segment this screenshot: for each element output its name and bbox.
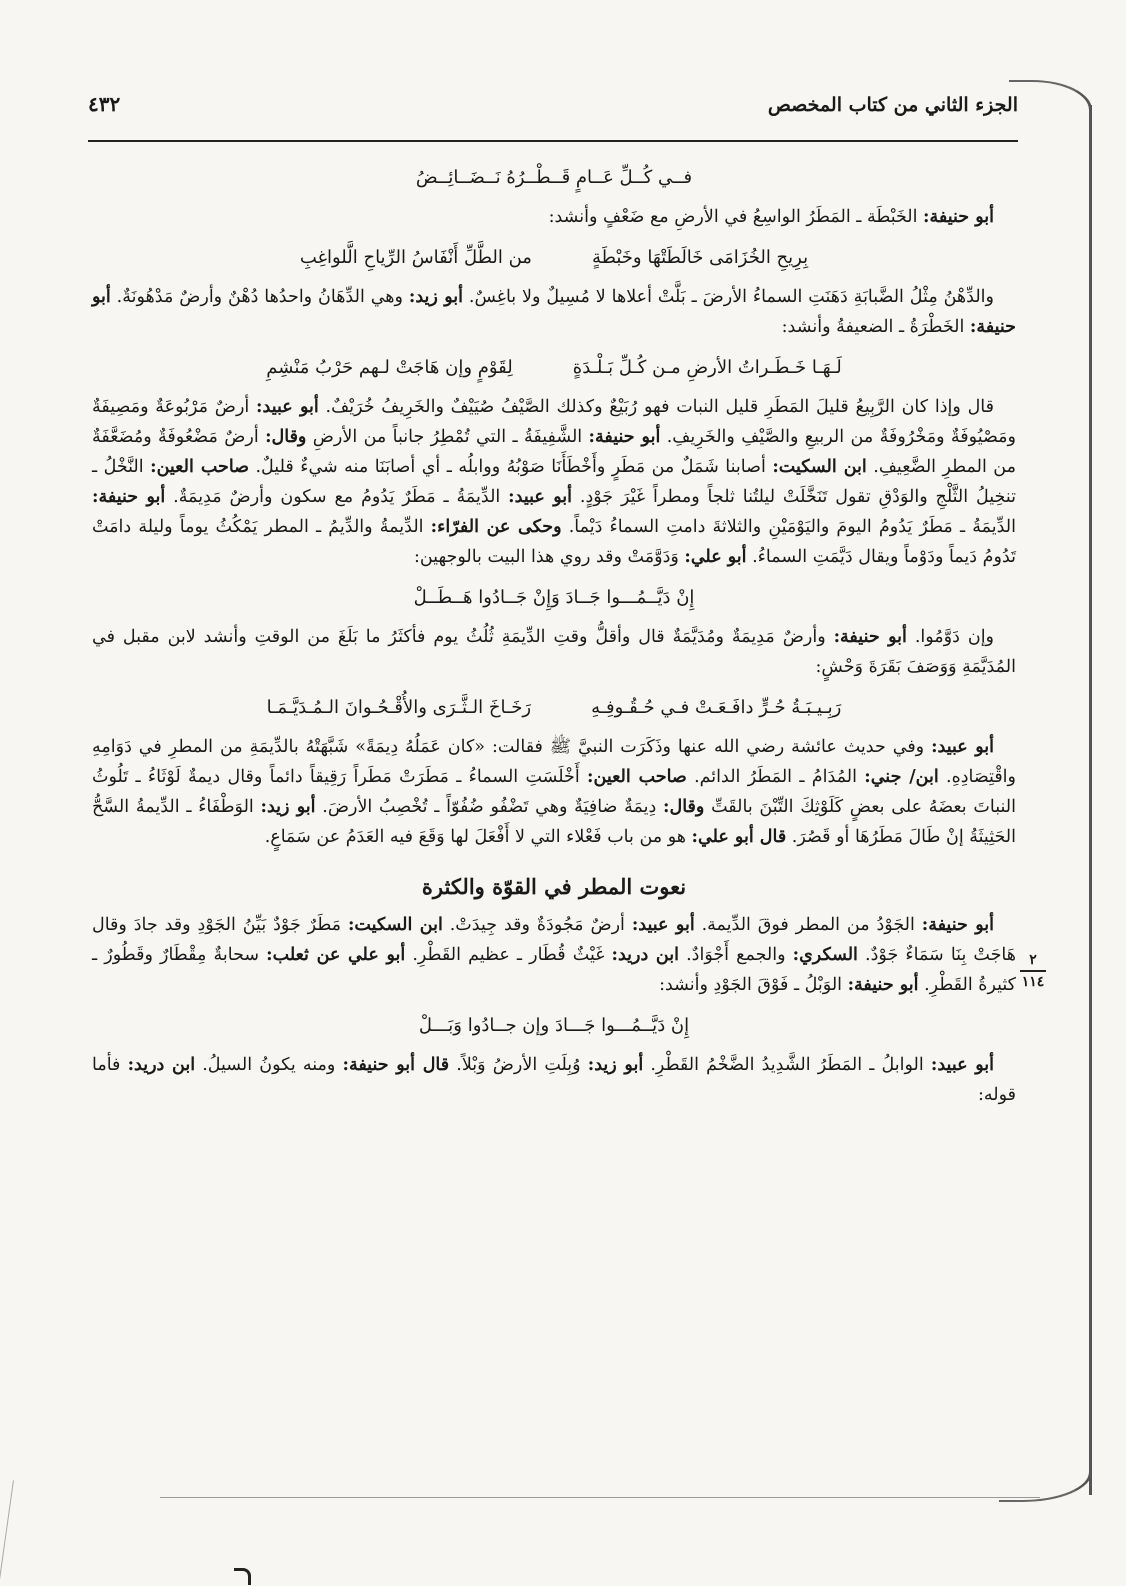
text: وهي الدِّهَانُ واحدُها دُهْنٌ وأرضٌ مَدْهُونَةٌ.: [110, 287, 409, 307]
speaker: أبو حنيفة:: [847, 975, 919, 995]
speaker: أبو زيد:: [260, 797, 316, 817]
text: وأرضٌ مَدِيمَةٌ ومُدَيَّمَةٌ قال وأقلُّ وقتِ الدِّيمَةِ ثُلُثُ يوم فأكثَرُ ما بَلَغَ من الوقتِ وأنشد لابن مقبل في المُدَيَّمَةِ وَوَصَفَ بَقَرَةَ وَحْشٍ:: [92, 627, 1016, 677]
text: الوَطْفَاءُ ـ الدِّيمةُ السَّحُّ الحَثِيثَةُ إنْ طَالَ مَطَرُهَا أو قَصُرَ.: [92, 797, 1016, 847]
text: فأما قوله:: [92, 1055, 1016, 1105]
text: أرضٌ مَرْبُوعَةٌ ومَصِيفَةٌ ومَصْيُوفَةٌ ومَخْرُوفَةٌ من الربيعِ والصَّيْفِ والخَرِيفِ.: [92, 397, 1016, 447]
hemistich-right: رَبِـيـبَـةُ حُـرٍّ دافَـعَـتْ فـي حُـقُـوفِـهِ: [591, 697, 842, 718]
section-heading: نعوت المطر في القوّة والكثرة: [421, 874, 687, 899]
text: النَّخْلُ ـ تنخِيلُ الثَّلْجِ والوَدْقِ تقول تَنَخَّلَتْ ليلتُنا ثلجاً ومطراً غَيْرَ جَوْدٍ.: [92, 457, 1016, 507]
paragraph-2: [92, 282, 1016, 342]
text: والدِّهْنُ مِثْلُ الضَّبابَةِ دَهَنَتِ السماءُ الأرضَ ـ بَلَّتْ أعلاها لا مُسِيلٌ ولا باغِسٌ.: [463, 287, 994, 307]
verse-1: [92, 162, 1016, 194]
hemistich-right: بِرِيحِ الخُزَامَى خَالَطَتْهَا وخَبْطَةٍ: [591, 247, 809, 268]
text: دِيمَةٌ ضافِيَةٌ وهي تَضْفُو ضُفُوّاً ـ تُخْصِبُ الأرضَ.: [315, 797, 664, 817]
text: هو من باب فَعْلاء التي لا أَفْعَلَ لها وَقَعَ فيه العَدَمُ عن سَمَاعٍ.: [264, 827, 692, 847]
text: وُبِلَتِ الأرضُ وَبْلاً.: [449, 1055, 588, 1075]
text: أرضٌ مَضْعُوفَةٌ ومُضَعَّفَةٌ من المطرِ الضَّعِيفِ.: [92, 427, 1016, 477]
text: سحابةٌ مِقْطَارٌ وقَطُورٌ ـ كثيرةُ القَطْرِ.: [92, 945, 1016, 995]
speaker: أبو عبيد:: [631, 915, 695, 935]
page-edge-bottom: [160, 1497, 1040, 1498]
speaker: صاحب العين:: [587, 767, 687, 787]
text: الوَبْلُ ـ فَوْقَ الجَوْدِ وأنشد:: [659, 975, 848, 995]
speaker: أبو حنيفة:: [588, 427, 661, 447]
speaker: وقال:: [265, 427, 307, 447]
speaker: أبو حنيفة:: [833, 627, 907, 647]
speaker: أبو حنيفة:: [92, 487, 166, 507]
paragraph-7: [92, 1050, 1016, 1110]
speaker: أبو علي:: [684, 547, 747, 567]
speaker: أبو عبيد:: [508, 487, 573, 507]
speaker: أبو عبيد:: [930, 1055, 995, 1075]
page-edge-corner-top: [1009, 80, 1092, 112]
text: الخَطْرَةُ ـ الضعيفةُ وأنشد:: [781, 317, 970, 337]
speaker: أبو حنيفة:: [921, 915, 995, 935]
text: ومنه يكونُ السيلُ.: [195, 1055, 343, 1075]
text: قال وإذا كان الرَّبِيعُ قليلَ المَطَرِ قليل النبات فهو رُبَيْعٌ وكذلك الصَّيْفُ صُيَيْفٌ والخَرِيفُ خُرَيْفٌ.: [318, 397, 994, 417]
text: الدِّيمَةُ ـ مَطَرٌ يَدُومُ مع سكون وأرضٌ مَدِيمَةٌ.: [165, 487, 509, 507]
speaker: أبو زيد:: [408, 287, 464, 307]
text: الدِّيمةُ والدِّيمُ ـ المطر يَمْكُثُ يوماً وليلة دامَتْ تَدُومُ دَيماً ودَوْماً ويقال دَيَّمَتِ السماءُ.: [92, 517, 1016, 567]
text: أرضٌ مَجُودَةٌ وقد جِيدَتْ.: [442, 915, 632, 935]
hemistich-right: لَـهَـا خَـطَـراتُ الأرضِ مـن كُـلِّ بَـلْـدَةٍ: [572, 357, 842, 378]
running-header: [88, 88, 1018, 128]
hemistich-left: لِقَوْمٍ وإن هَاجَتْ لـهم حَرْبُ مَنْشِمِ: [266, 357, 513, 378]
margin-ref-bottom: ١١٤: [1021, 974, 1045, 990]
verse-text: فــي كُــلِّ عَــامٍ قَــطْــرُهُ نَــضَــائِــضُ: [415, 167, 693, 188]
verse-6: [92, 1010, 1016, 1042]
speaker: أبو عبيد:: [931, 737, 994, 757]
speaker: ابن دريد:: [611, 945, 679, 965]
text: والجمع أَجْوَادٌ.: [678, 945, 793, 965]
verse-4: [92, 582, 1016, 614]
speaker: ابن دريد:: [127, 1055, 196, 1075]
header-rule: [88, 140, 1018, 142]
speaker: أبو حنيفة:: [92, 287, 1016, 337]
margin-reference: [1018, 952, 1048, 990]
text: أصابنا شَمَلٌ من مَطَرٍ وأَخْطَأَنَا صَوْبُهُ ووابلُه ـ أي أصابَنَا منه شيءٌ قليلٌ.: [249, 457, 773, 477]
page-body: [92, 152, 1016, 1110]
paragraph-3: [92, 392, 1016, 572]
speaker: أبو حنيفة:: [923, 207, 994, 227]
verse-text: إِنْ دَيَّــمُـــوا جَـــادَ وإن جــادُوا وَبَـــلْ: [418, 1015, 690, 1036]
page-number: ٤٣٢: [88, 92, 121, 116]
verse-5: [92, 692, 1016, 724]
text: الخَبْطَة ـ المَطَرُ الواسِعُ في الأرضِ مع ضَعْفٍ وأنشد:: [548, 207, 924, 227]
speaker: وحكى عن الفرّاء:: [430, 517, 562, 537]
verse-2: [92, 242, 1016, 274]
speaker: أبو عبيد:: [256, 397, 319, 417]
margin-ref-top: ٢: [1029, 952, 1037, 968]
text: مَطَرٌ جَوْدٌ بَيِّنُ الجَوْدِ وقد جادَ وقال هَاجَتْ بِنَا سَمَاءٌ جَوْدٌ.: [92, 915, 1016, 965]
text: وإن دَوَّمُوا.: [906, 627, 995, 647]
speaker: أبو زيد:: [587, 1055, 644, 1075]
speaker: أبو علي عن ثعلب:: [266, 945, 406, 965]
speaker: ابن السكيت:: [347, 915, 443, 935]
text: أَخْلَسَتِ السماءُ ـ مَطَرَتْ مَطَراً رَقِيقاً دائماً وقال ديمةٌ لَوْثَاءُ ـ تَلُوثُ النباتَ بعضَهُ على بعضٍ كَلَوْثِكَ التِّبْنَ بالقَتِّ: [92, 767, 1016, 817]
text: الدِّيمَةُ ـ مَطَرٌ يَدُومُ اليومَ واليَوْمَيْنِ والثلاثةَ دامتِ السماءُ دَيْماً.: [561, 517, 1016, 537]
text: وَدَوَّمَتْ وقد روي هذا البيت بالوجهين:: [413, 547, 685, 567]
hemistich-left: من الطَّلِّ أَنْفَاسُ الرِّياحِ الَّلواغِبِ: [299, 247, 532, 268]
bottom-mark: [234, 1568, 251, 1585]
paragraph-6: [92, 910, 1016, 1000]
text: الجَوْدُ من المطر فوقَ الدِّيمة.: [694, 915, 922, 935]
speaker: صاحب العين:: [150, 457, 250, 477]
running-title: الجزء الثاني من كتاب المخصص: [767, 94, 1018, 116]
speaker: قال أبو علي:: [691, 827, 787, 847]
text: وفي حديث عائشة رضي الله عنها وذَكَرَت النبيَّ ﷺ فقالت: «كان عَمَلُهُ دِيمَةً» شَبَّهَتْهُ بالدِّيمَةِ من المطرِ في دَوَامِهِ واقْتِصَادِهِ.: [92, 737, 1016, 787]
hemistich-left: رَخَـاخَ الـثَّـرَى والأُقْـحُـوانَ الـمُـدَيَّـمَـا: [266, 697, 532, 718]
speaker: ابن السكيت:: [772, 457, 867, 477]
verse-3: [92, 352, 1016, 384]
text: الوابلُ ـ المَطَرُ الشَّدِيدُ الضَّخْمُ القَطْرِ.: [643, 1055, 931, 1075]
text: غَيْثٌ قُطَار ـ عظيم القَطْرِ.: [405, 945, 612, 965]
page-edge-right: [1089, 105, 1092, 1495]
text: المُدَامُ ـ المَطَرُ الدائم.: [686, 767, 865, 787]
speaker: السكري:: [792, 945, 858, 965]
margin-ref-bar: [1020, 970, 1046, 972]
paragraph-5: [92, 732, 1016, 852]
speaker: وقال:: [663, 797, 705, 817]
verse-text: إِنْ دَيَّــمُـــوا جَــادَ وَإِنْ جَــادُوا هَــطَــلْ: [413, 587, 695, 608]
paragraph-4: [92, 622, 1016, 682]
page-edge-left: [0, 1480, 14, 1579]
speaker: ابن/ جني:: [864, 767, 939, 787]
paragraph-1: [92, 202, 1016, 232]
text: الشَّفِيفَةُ ـ التي تُمْطِرُ جانباً من الأرضِ: [306, 427, 589, 447]
speaker: قال أبو حنيفة:: [342, 1055, 450, 1075]
